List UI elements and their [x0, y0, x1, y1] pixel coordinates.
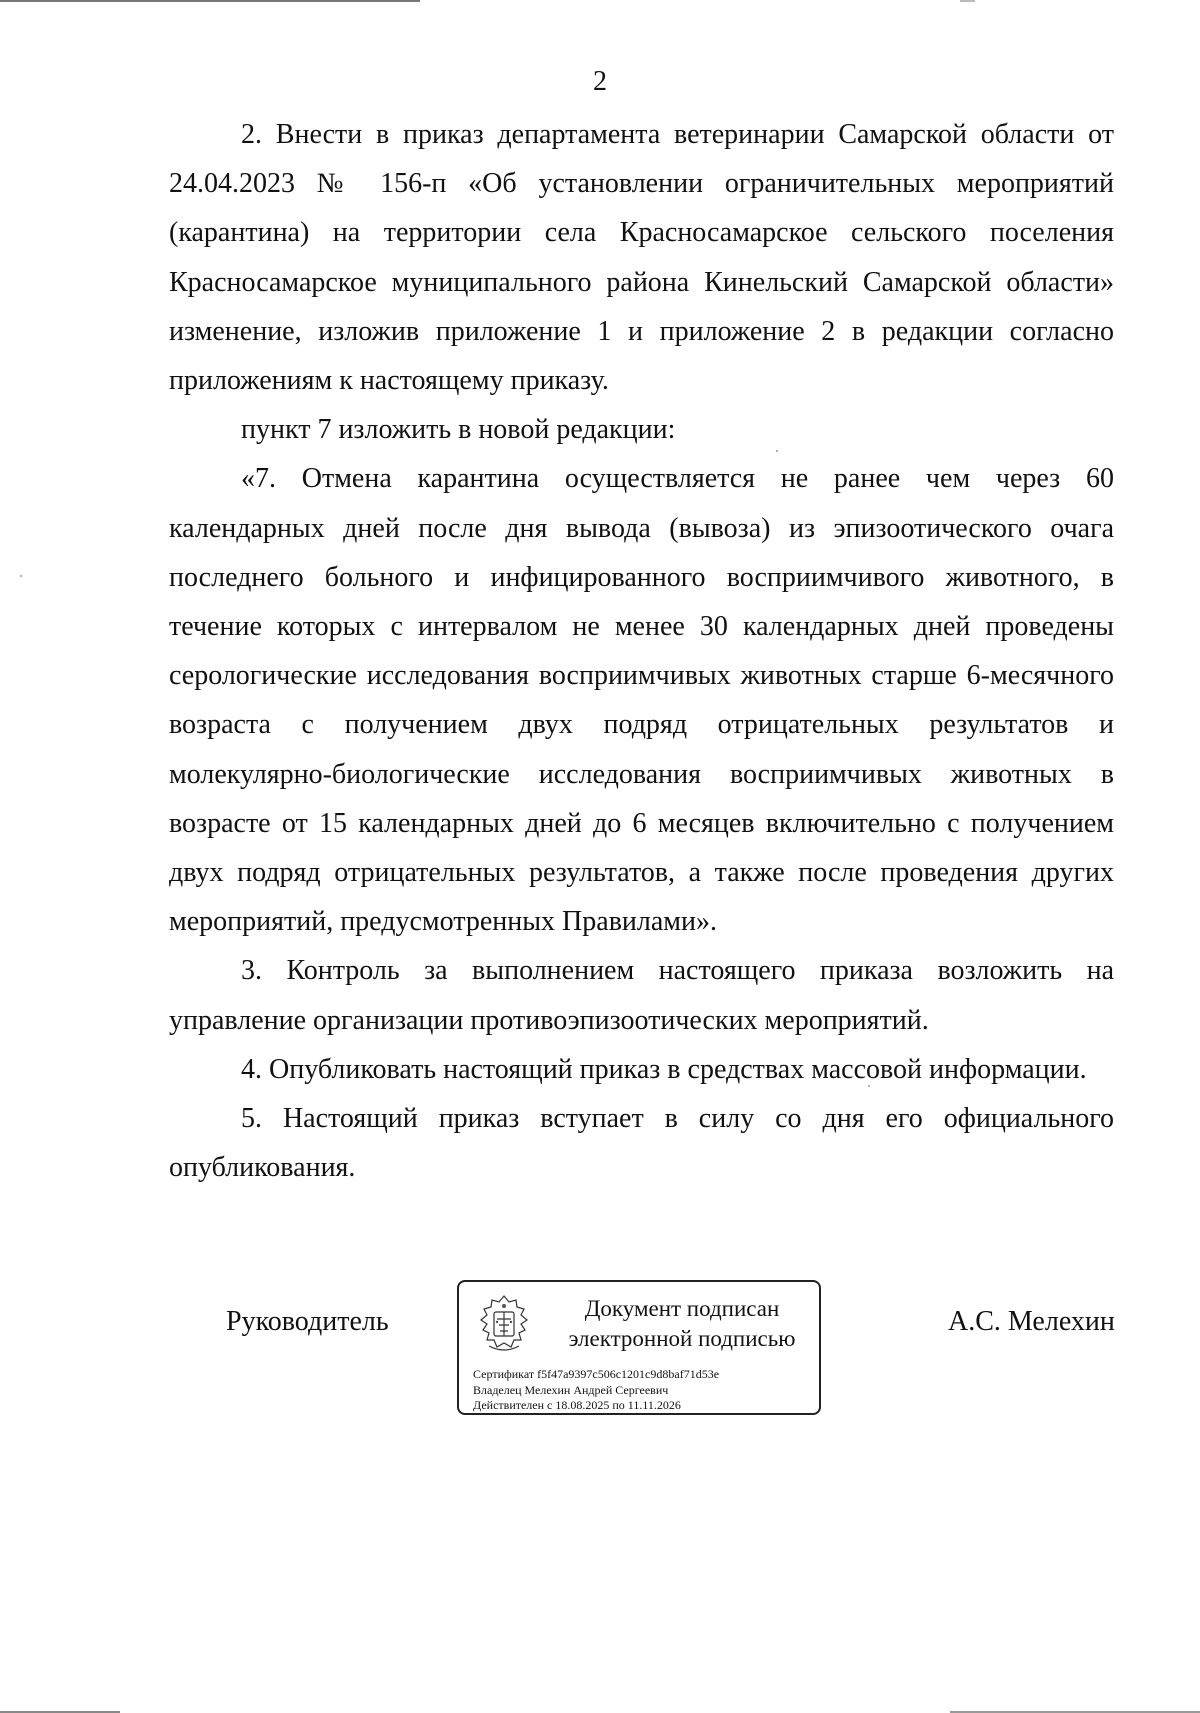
coat-of-arms-icon [473, 1292, 535, 1358]
signatory-name: А.С. Мелехин [948, 1306, 1115, 1337]
stamp-title-line2: электронной подписью [568, 1326, 796, 1351]
paragraph-item-7-intro: пункт 7 изложить в новой редакции: [241, 414, 676, 446]
stamp-validity: Действителен с 18.08.2025 по 11.11.2026 [473, 1398, 681, 1412]
paragraph-item-2: 2. Внести в приказ департамента ветеринарии Самарской области от 24.04.2023 № 156-п «Об установлении ограничительных мероприятий (карантина) на территории села Красносамарское сельского поселения Красносамарское муниципального района Кинельский Самарской области» изменение, изложив приложение 1 и приложение 2 в редакции согласно приложениям к настоящему приказу. [169, 119, 1114, 397]
stamp-title-line1: Документ подписан [584, 1296, 780, 1321]
page-number: 2 [593, 66, 607, 97]
electronic-signature-stamp [457, 1280, 821, 1415]
stamp-title [551, 1294, 813, 1354]
paragraph-item-3: 3. Контроль за выполнением настоящего приказа возложить на управление организации противоэпизоотических мероприятий. [169, 955, 1114, 1036]
document-body [169, 110, 1114, 1192]
stamp-details [473, 1367, 719, 1414]
paragraph-item-4: 4. Опубликовать настоящий приказ в средствах массовой информации. [241, 1053, 1087, 1085]
signatory-position: Руководитель [226, 1306, 389, 1337]
paragraph-item-7-text: «7. Отмена карантина осуществляется не ранее чем через 60 календарных дней после дня вывода (вывоза) из эпизоотического очага последнего больного и инфицированного восприимчивого животного, в течение которых с интервалом не менее 30 календарных дней проведены серологические исследования восприимчивых животных старше 6-месячного возраста с получением двух подряд отрицательных результатов и молекулярно-биологические исследования восприимчивых животных в возрасте от 15 календарных дней до 6 месяцев включительно с получением двух подряд отрицательных результатов, а также после проведения других мероприятий, предусмотренных Правилами». [169, 463, 1114, 938]
stamp-certificate: Сертификат f5f47a9397c506c1201c9d8baf71d53e [473, 1367, 720, 1381]
stamp-owner: Владелец Мелехин Андрей Сергеевич [473, 1382, 669, 1397]
paragraph-item-5: 5. Настоящий приказ вступает в силу со дня его официального опубликования. [169, 1103, 1114, 1184]
scan-speck [20, 575, 22, 577]
scan-edge-top [0, 0, 1200, 2]
